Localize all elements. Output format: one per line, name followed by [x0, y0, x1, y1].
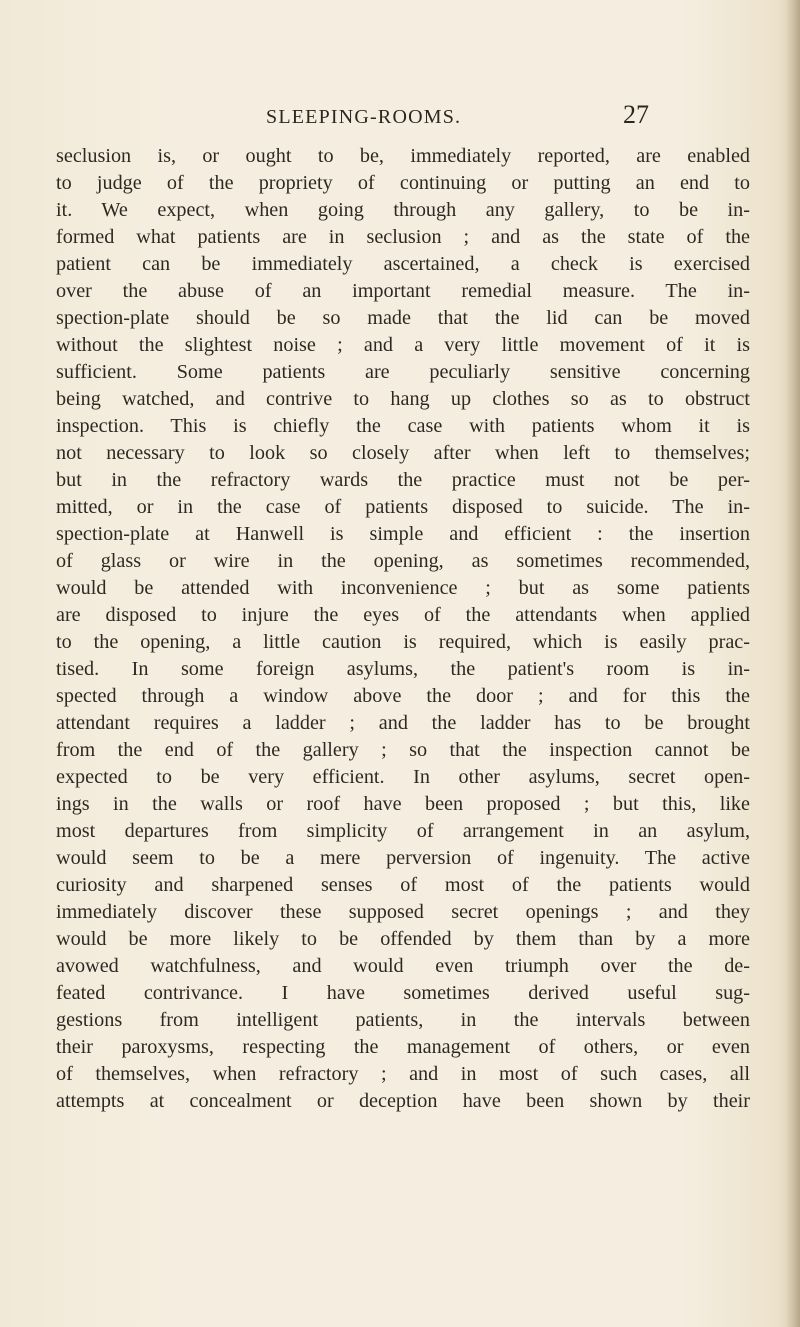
text-line: would seem to be a mere perversion of ingenuity. The active	[56, 847, 750, 869]
text-line: expected to be very efficient. In other asylums, secret open-	[56, 766, 750, 788]
text-line: mitted, or in the case of patients disposed to suicide. The in-	[56, 496, 750, 518]
text-line: feated contrivance. I have sometimes derived useful sug-	[56, 982, 750, 1004]
page-number: 27	[623, 100, 649, 129]
text-line: their paroxysms, respecting the management of others, or even	[56, 1036, 750, 1058]
text-line: seclusion is, or ought to be, immediately reported, are enabled	[56, 145, 750, 167]
text-line: gestions from intelligent patients, in the intervals between	[56, 1009, 750, 1031]
text-line: ings in the walls or roof have been proposed ; but this, like	[56, 793, 750, 815]
text-line: to judge of the propriety of continuing or putting an end to	[56, 172, 750, 194]
text-line: are disposed to injure the eyes of the attendants when applied	[56, 604, 750, 626]
text-line: patient can be immediately ascertained, a check is exercised	[56, 253, 750, 275]
text-line: of glass or wire in the opening, as sometimes recommended,	[56, 550, 750, 572]
text-line: spection-plate should be so made that the lid can be moved	[56, 307, 750, 329]
text-line: without the slightest noise ; and a very little movement of it is	[56, 334, 750, 356]
text-line: but in the refractory wards the practice must not be per-	[56, 469, 750, 491]
text-line: most departures from simplicity of arrangement in an asylum,	[56, 820, 750, 842]
text-line: not necessary to look so closely after when left to themselves;	[56, 442, 750, 464]
text-line: spected through a window above the door ; and for this the	[56, 685, 750, 707]
text-line: attempts at concealment or deception have been shown by their	[56, 1090, 750, 1112]
text-line: from the end of the gallery ; so that the inspection cannot be	[56, 739, 750, 761]
text-line: being watched, and contrive to hang up clothes so as to obstruct	[56, 388, 750, 410]
text-line: inspection. This is chiefly the case with patients whom it is	[56, 415, 750, 437]
text-line: would be more likely to be offended by them than by a more	[56, 928, 750, 950]
text-line: avowed watchfulness, and would even triumph over the de-	[56, 955, 750, 977]
text-line: it. We expect, when going through any gallery, to be in-	[56, 199, 750, 221]
text-line: formed what patients are in seclusion ; and as the state of the	[56, 226, 750, 248]
text-line: attendant requires a ladder ; and the ladder has to be brought	[56, 712, 750, 734]
text-line: sufficient. Some patients are peculiarly sensitive concerning	[56, 361, 750, 383]
body-text	[56, 143, 750, 1115]
page-header	[0, 100, 800, 132]
text-line: to the opening, a little caution is required, which is easily prac-	[56, 631, 750, 653]
running-title: SLEEPING-ROOMS.	[266, 106, 462, 128]
text-line: over the abuse of an important remedial measure. The in-	[56, 280, 750, 302]
text-line: tised. In some foreign asylums, the patient's room is in-	[56, 658, 750, 680]
text-line: of themselves, when refractory ; and in most of such cases, all	[56, 1063, 750, 1085]
text-line: would be attended with inconvenience ; but as some patients	[56, 577, 750, 599]
page-edge-shadow	[786, 0, 800, 1327]
text-line: immediately discover these supposed secret openings ; and they	[56, 901, 750, 923]
text-line: curiosity and sharpened senses of most of the patients would	[56, 874, 750, 896]
text-line: spection-plate at Hanwell is simple and efficient : the insertion	[56, 523, 750, 545]
